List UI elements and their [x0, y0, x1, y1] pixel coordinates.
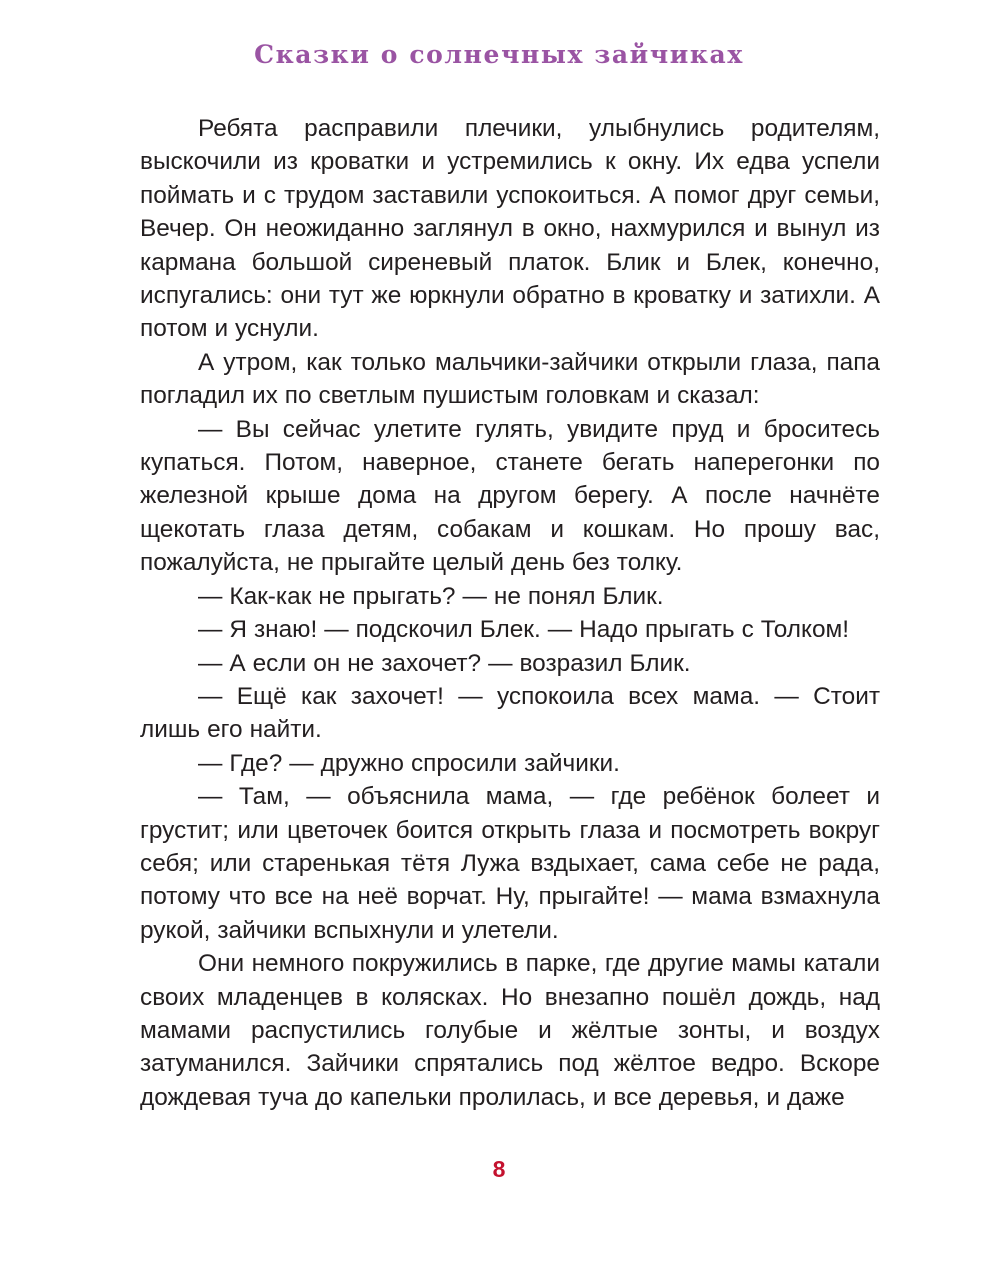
dialogue-paragraph: — Я знаю! — подскочил Блек. — Надо прыгать с Толком! [198, 616, 850, 644]
dialogue-paragraph: — Как-как не прыгать? — не понял Блик. [198, 582, 664, 610]
running-head: Сказки о солнечных зайчиках [254, 40, 744, 69]
narrative-paragraph: Ребята расправили плечики, улыбнулись родителям, выскочили из кроватки и устремились к окну. Их едва успели поймать и с трудом заставили успокоиться. А помог друг семьи, Вечер. Он неожиданно заглянул в окно, нахмурился и вынул из кармана большой сиреневый платок. Блик и Блек, конечно, испугались: они тут же юркнули обратно в кроватку и затихли. А потом и уснули. [140, 115, 880, 343]
page-number: 8 [492, 1156, 506, 1182]
narrative-paragraph: Они немного покружились в парке, где другие мамы катали своих младенцев в колясках. Но внезапно пошёл дождь, над мамами распустились голубые и жёлтые зонты, и воздух затуманился. Зайчики спрятались под жёлтое ведро. Вскоре дождевая туча до капельки пролилась, и все деревья, и даже [140, 950, 880, 1111]
dialogue-paragraph: — А если он не захочет? — возразил Блик. [198, 649, 691, 677]
body-text-block [140, 112, 880, 1114]
dialogue-paragraph: — Где? — дружно спросили зайчики. [198, 749, 620, 777]
dialogue-paragraph: — Ещё как захочет! — успокоила всех мама. — Стоит лишь его найти. [140, 682, 880, 744]
narrative-paragraph: А утром, как только мальчики-зайчики открыли глаза, папа погладил их по светлым пушистым головкам и сказал: [140, 348, 880, 410]
dialogue-paragraph: — Там, — объяснила мама, — где ребёнок болеет и грустит; или цветочек боится открыть глаза и посмотреть вокруг себя; или старенькая тётя Лужа вздыхает, сама себе не рада, потому что все на неё ворчат. Ну, прыгайте! — мама взмахнула рукой, зайчики вспыхнули и улетели. [140, 783, 880, 944]
dialogue-paragraph: — Вы сейчас улетите гулять, увидите пруд и броситесь купаться. Потом, наверное, станете бегать наперегонки по железной крыше дома на другом берегу. А после начнёте щекотать глаза детям, собакам и кошкам. Но прошу вас, пожалуйста, не прыгайте целый день без толку. [140, 415, 880, 577]
